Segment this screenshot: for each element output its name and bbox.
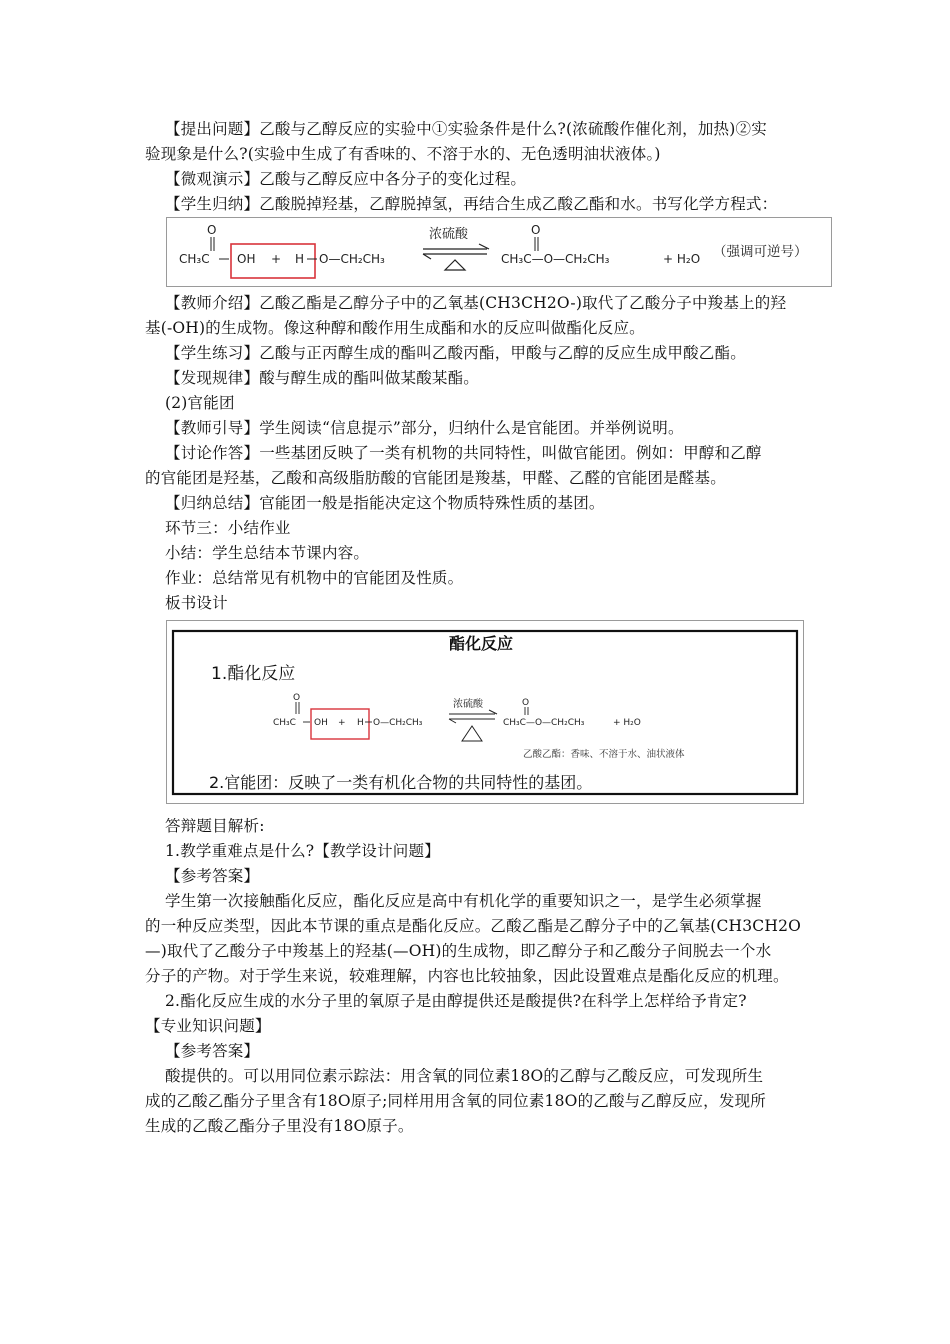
paragraph-teacher-intro-line1: 【教师介绍】乙酸乙酯是乙醇分子中的乙氧基(CH3CH2O-)取代了乙酸分子中羧基上的羟 [165,294,787,312]
paragraph-rule: 【发现规律】酸与醇生成的酯叫做某酸某酯。 [165,369,480,387]
subheading-functional-group: (2)官能团 [165,394,235,412]
board-product: CH₃C—O—CH₂CH₃ [503,718,585,728]
answer1-line1: 学生第一次接触酯化反应，酯化反应是高中有机化学的重要知识之一，是学生必须掌握 [165,892,762,910]
board-frame [173,631,797,794]
paragraph-conclusion: 【归纳总结】官能团一般是指能决定这个物质特殊性质的基团。 [165,494,605,512]
esterification-equation [167,218,831,286]
eq1-ethoxy: O—CH₂CH₃ [319,252,385,266]
eq1-water: + H₂O [663,252,701,266]
board-product-note: 乙酸乙酯：香味、不溶于水、油状液体 [523,749,685,760]
answer-label-2: 【参考答案】 [165,1042,260,1060]
answer1-line3: —)取代了乙酸分子中羧基上的羟基(—OH)的生成物，即乙醇分子和乙酸分子间脱去一个水 [145,942,772,960]
board-design-figure [166,620,804,804]
board-design [167,621,803,803]
board-heat-triangle-icon [462,726,482,741]
paragraph-demo: 【微观演示】乙酸与乙醇反应中各分子的变化过程。 [165,170,527,188]
paragraph-teacher-guide: 【教师引导】学生阅读“信息提示”部分，归纳什么是官能团。并举例说明。 [165,419,684,437]
board-hydrogen: H [357,718,364,728]
question-2-category: 【专业知识问题】 [145,1017,271,1035]
answer1-line4: 分子的产物。对于学生来说，较难理解，内容也比较抽象，因此设置难点是酯化反应的机理。 [145,967,789,985]
paragraph-practice: 【学生练习】乙酸与正丙醇生成的酯叫乙酸丙酯，甲酸与乙醇的反应生成甲酸乙酯。 [165,344,746,362]
eq1-product: CH₃C—O—CH₂CH₃ [501,252,610,266]
answer1-line2: 的一种反应类型，因此本节课的重点是酯化反应。乙酸乙酯是乙醇分子中的乙氧基(CH3CH2O [145,917,802,935]
eq1-note: （强调可逆号） [713,244,808,260]
eq1-hydroxyl: OH [237,252,256,266]
paragraph-discussion-line1: 【讨论作答】一些基团反映了一类有机物的共同特性，叫做官能团。例如：甲醇和乙醇 [165,444,762,462]
paragraph-homework: 作业：总结常见有机物中的官能团及性质。 [165,569,464,587]
eq1-catalyst: 浓硫酸 [429,227,469,242]
eq1-product-o: O [531,223,541,237]
heading-section-three: 环节三：小结作业 [165,519,291,537]
heading-defense-analysis: 答辩题目解析: [165,817,265,835]
paragraph-question-line2: 验现象是什么?(实验中生成了有香味的、不溶于水的、无色透明油状液体。) [145,145,661,163]
paragraph-question-line1: 【提出问题】乙酸与乙醇反应的实验中①实验条件是什么?(浓硫酸作催化剂，加热)②实 [165,120,767,138]
board-reactant-acid: CH₃C [273,718,296,728]
eq1-carbonyl-o: O [207,223,217,237]
board-title: 酯化反应 [449,634,514,653]
answer2-line2: 成的乙酸乙酯分子里含有18O原子;同样用用含氧的同位素18O的乙酸与乙醇反应，发现所 [145,1092,766,1110]
board-water: + H₂O [613,718,641,728]
board-section2: 2.官能团：反映了一类有机化合物的共同特性的基团。 [209,773,593,792]
answer-label-1: 【参考答案】 [165,867,260,885]
answer2-line3: 生成的乙酸乙酯分子里没有18O原子。 [145,1117,414,1135]
board-carbonyl-o: O [293,693,301,703]
paragraph-discussion-line2: 的官能团是羟基，乙酸和高级脂肪酸的官能团是羧基，甲醛、乙醛的官能团是醛基。 [145,469,726,487]
paragraph-summary: 【学生归纳】乙酸脱掉羟基，乙醇脱掉氢，再结合生成乙酸乙酯和水。书写化学方程式： [165,195,778,213]
question-2: 2.酯化反应生成的水分子里的氧原子是由醇提供还是酸提供?在科学上怎样给予肯定? [165,992,747,1010]
paragraph-summary-item: 小结：学生总结本节课内容。 [165,544,370,562]
board-product-o: O [522,698,530,708]
eq1-reactant-acid: CH₃C [179,252,210,266]
board-ethoxy: O—CH₂CH₃ [373,718,423,728]
board-section1: 1.酯化反应 [211,664,296,684]
board-catalyst: 浓硫酸 [453,699,483,710]
paragraph-teacher-intro-line2: 基(-OH)的生成物。像这种醇和酸作用生成酯和水的反应叫做酯化反应。 [145,319,645,337]
answer2-line1: 酸提供的。可以用同位素示踪法：用含氧的同位素18O的乙醇与乙酸反应，可发现所生 [165,1067,764,1085]
eq1-plus: + [271,252,282,266]
eq1-hydrogen: H [295,252,305,266]
heat-triangle-icon [445,260,465,270]
question-1: 1.教学重难点是什么?【教学设计问题】 [165,842,440,860]
heading-board-design: 板书设计 [165,594,228,612]
equation-figure [166,217,832,287]
board-plus: + [338,718,346,728]
board-hydroxyl: OH [314,718,328,728]
